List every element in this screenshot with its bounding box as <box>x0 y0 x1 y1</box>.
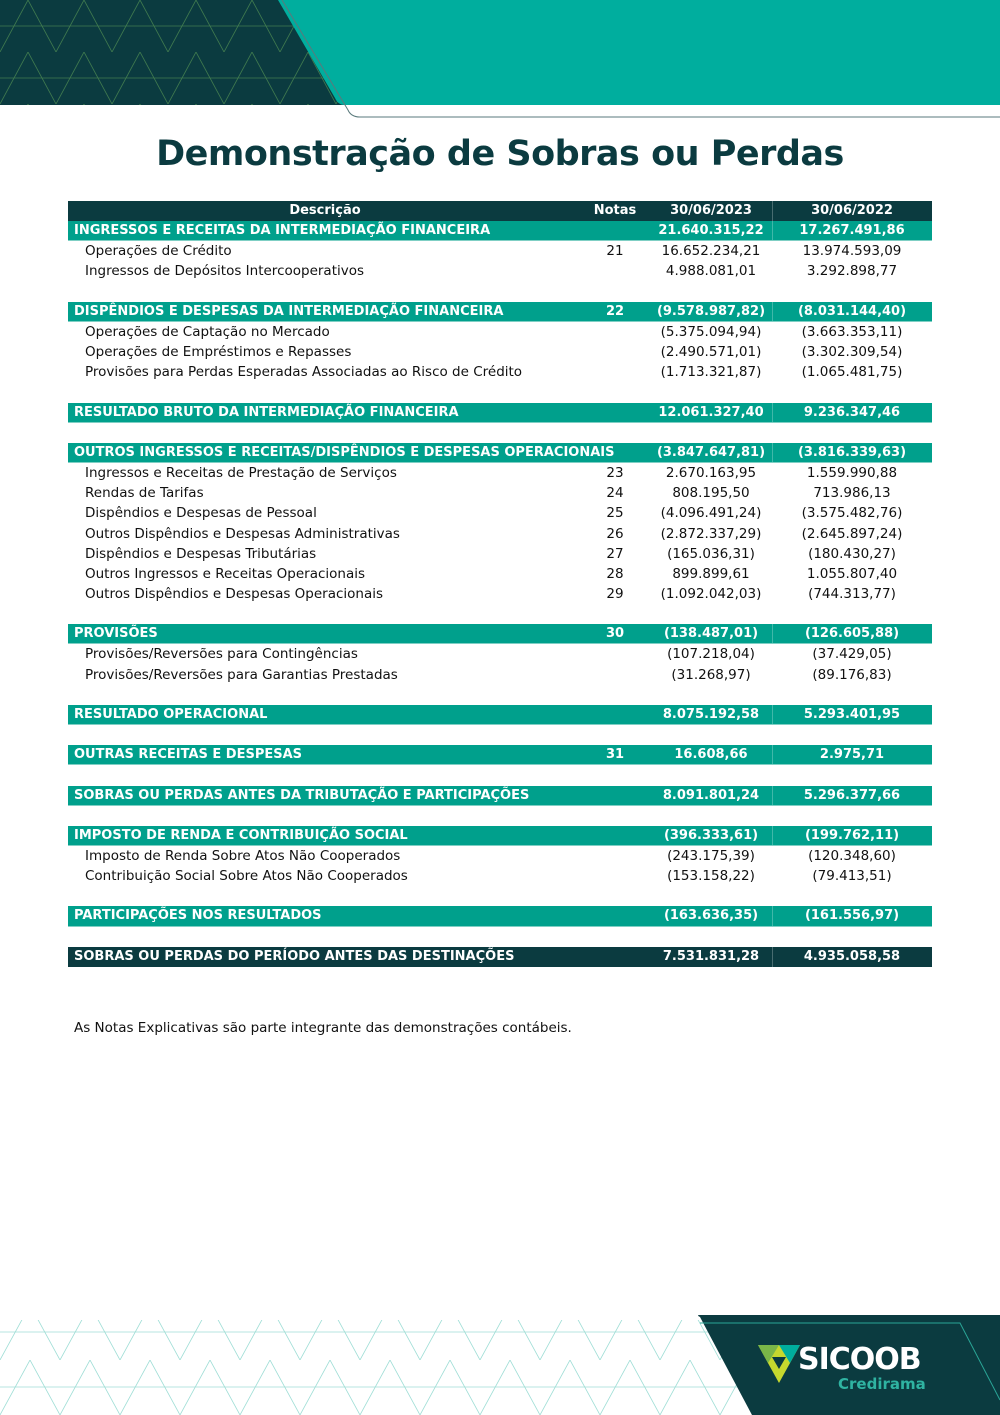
row-description: Provisões/Reversões para Contingências <box>85 646 358 663</box>
row-value-2023: 4.988.081,01 <box>665 263 757 280</box>
row-description: RESULTADO OPERACIONAL <box>74 706 268 722</box>
row-value-2022: (1.065.481,75) <box>801 364 903 381</box>
row-description: RESULTADO BRUTO DA INTERMEDIAÇÃO FINANCEIRA <box>74 404 459 420</box>
row-value-2023: 21.640.315,22 <box>658 223 764 239</box>
row-value-2023: (9.578.987,82) <box>656 303 766 319</box>
section-row <box>68 947 932 967</box>
row-value-2023: (1.713.321,87) <box>660 364 762 381</box>
row-notes: 22 <box>605 303 625 319</box>
row-value-2022: (161.556,97) <box>804 908 900 924</box>
table-row <box>68 463 932 483</box>
row-value-2023: (107.218,04) <box>667 646 755 663</box>
row-description: Outros Ingressos e Receitas Operacionais <box>85 565 366 582</box>
row-notes: 27 <box>606 545 624 562</box>
row-value-2022: 5.293.401,95 <box>803 706 901 722</box>
table-row <box>68 846 932 866</box>
page-title: Demonstração de Sobras ou Perdas <box>156 134 844 174</box>
spacer-row <box>68 282 932 302</box>
table-row <box>68 544 932 564</box>
row-value-2023: (3.847.647,81) <box>656 444 766 460</box>
table-row <box>68 866 932 886</box>
row-value-2022: 1.055.807,40 <box>806 565 898 582</box>
row-notes: 21 <box>606 243 624 260</box>
header-notas: Notas <box>593 203 637 218</box>
row-value-2022: 13.974.593,09 <box>802 243 902 260</box>
row-description: Outros Dispêndios e Despesas Operacionais <box>85 585 384 602</box>
row-value-2023: (4.096.491,24) <box>660 505 762 522</box>
row-value-2023: (5.375.094,94) <box>660 323 762 340</box>
row-value-2023: 12.061.327,40 <box>658 404 764 420</box>
row-notes: 25 <box>606 505 624 522</box>
section-row <box>68 443 932 463</box>
header-2023: 30/06/2023 <box>670 203 752 218</box>
row-notes: 24 <box>606 485 624 502</box>
row-value-2022: 1.559.990,88 <box>806 465 898 482</box>
section-row <box>68 906 932 926</box>
row-description: INGRESSOS E RECEITAS DA INTERMEDIAÇÃO FINANCEIRA <box>74 223 491 239</box>
row-value-2023: (2.872.337,29) <box>660 525 762 542</box>
table-row <box>68 584 932 604</box>
row-value-2022: (199.762,11) <box>804 827 900 843</box>
table-row <box>68 503 932 523</box>
table-row <box>68 483 932 503</box>
row-notes: 31 <box>605 747 625 763</box>
spacer-row <box>68 886 932 906</box>
section-row <box>68 221 932 241</box>
row-value-2023: (163.636,35) <box>663 908 759 924</box>
row-description: Contribuição Social Sobre Atos Não Cooperados <box>85 868 408 885</box>
row-description: OUTRAS RECEITAS E DESPESAS <box>74 747 303 763</box>
row-description: PROVISÕES <box>74 626 158 642</box>
row-value-2022: (120.348,60) <box>808 848 896 864</box>
row-notes: 26 <box>606 525 624 542</box>
row-description: Dispêndios e Despesas de Pessoal <box>85 505 317 522</box>
row-description: Outros Dispêndios e Despesas Administrativas <box>85 525 400 542</box>
row-value-2022: 4.935.058,58 <box>803 948 901 964</box>
row-description: SOBRAS OU PERDAS ANTES DA TRIBUTAÇÃO E PARTICIPAÇÕES <box>74 787 530 803</box>
row-value-2022: 17.267.491,86 <box>799 223 905 239</box>
row-value-2023: 808.195,50 <box>672 485 750 502</box>
row-value-2022: 713.986,13 <box>813 485 891 502</box>
row-value-2022: (3.302.309,54) <box>801 344 903 361</box>
row-value-2022: (8.031.144,40) <box>797 303 907 319</box>
spacer-row <box>68 927 932 947</box>
row-value-2023: 7.531.831,28 <box>662 948 760 964</box>
section-row <box>68 826 932 846</box>
row-value-2022: 2.975,71 <box>819 747 885 763</box>
row-value-2023: 8.075.192,58 <box>662 706 760 722</box>
row-value-2022: (2.645.897,24) <box>801 525 903 542</box>
row-description: Ingressos e Receitas de Prestação de Serviços <box>85 465 397 482</box>
row-description: OUTROS INGRESSOS E RECEITAS/DISPÊNDIOS E DESPESAS OPERACIONAIS <box>74 444 615 460</box>
section-row <box>68 786 932 806</box>
row-description: DISPÊNDIOS E DESPESAS DA INTERMEDIAÇÃO FINANCEIRA <box>74 303 504 319</box>
header-banner <box>0 0 1000 118</box>
spacer-row <box>68 604 932 624</box>
spacer-row <box>68 806 932 826</box>
table-row <box>68 241 932 261</box>
spacer-row <box>68 765 932 785</box>
section-row <box>68 705 932 725</box>
row-value-2022: (744.313,77) <box>808 585 896 602</box>
row-value-2023: (138.487,01) <box>663 626 759 642</box>
row-value-2022: (126.605,88) <box>804 626 900 642</box>
row-description: Operações de Crédito <box>85 243 232 260</box>
row-notes: 23 <box>606 465 624 482</box>
spacer-row <box>68 725 932 745</box>
header-2022: 30/06/2022 <box>811 203 893 218</box>
spacer-row <box>68 685 932 705</box>
row-value-2022: 3.292.898,77 <box>806 263 898 280</box>
footnote: As Notas Explicativas são parte integrante das demonstrações contábeis. <box>74 1020 572 1036</box>
row-value-2023: (1.092.042,03) <box>660 585 762 602</box>
table-row <box>68 665 932 685</box>
row-value-2023: 16.608,66 <box>674 747 748 763</box>
spacer-row <box>68 423 932 443</box>
row-value-2023: (165.036,31) <box>667 545 755 562</box>
logo-name: SICOOB <box>798 1342 921 1377</box>
row-value-2022: 5.296.377,66 <box>803 787 901 803</box>
row-value-2022: (180.430,27) <box>808 545 896 562</box>
row-value-2023: (2.490.571,01) <box>660 344 762 361</box>
table-row <box>68 322 932 342</box>
row-value-2022: (37.429,05) <box>812 646 892 663</box>
section-row <box>68 403 932 423</box>
row-value-2022: (3.663.353,11) <box>801 323 903 340</box>
table-row <box>68 644 932 664</box>
row-description: Rendas de Tarifas <box>85 485 204 502</box>
row-value-2023: (396.333,61) <box>663 827 759 843</box>
row-description: Dispêndios e Despesas Tributárias <box>85 545 317 562</box>
row-value-2022: (89.176,83) <box>812 666 892 683</box>
table-row <box>68 261 932 281</box>
row-description: IMPOSTO DE RENDA E CONTRIBUIÇÃO SOCIAL <box>74 827 408 843</box>
row-value-2023: (153.158,22) <box>667 868 755 885</box>
section-row <box>68 745 932 765</box>
row-value-2022: (3.816.339,63) <box>797 444 907 460</box>
income-statement-table <box>68 201 932 967</box>
row-value-2023: 2.670.163,95 <box>665 465 757 482</box>
row-description: Provisões/Reversões para Garantias Prestadas <box>85 666 398 683</box>
header-descricao: Descrição <box>289 203 361 218</box>
table-row <box>68 564 932 584</box>
row-description: Imposto de Renda Sobre Atos Não Cooperados <box>85 848 401 864</box>
spacer-row <box>68 382 932 402</box>
table-row <box>68 362 932 382</box>
row-value-2022: (3.575.482,76) <box>801 505 903 522</box>
table-row <box>68 524 932 544</box>
row-notes: 28 <box>606 565 624 582</box>
row-value-2022: (79.413,51) <box>812 868 892 885</box>
table-header <box>68 201 932 221</box>
row-description: Operações de Captação no Mercado <box>85 323 330 340</box>
row-value-2023: 8.091.801,24 <box>662 787 760 803</box>
row-value-2023: (31.268,97) <box>671 666 751 683</box>
row-notes: 30 <box>605 626 625 642</box>
row-value-2023: 16.652.234,21 <box>661 243 761 260</box>
row-value-2022: 9.236.347,46 <box>803 404 901 420</box>
logo-subtitle: Credirama <box>838 1375 926 1393</box>
row-value-2023: (243.175,39) <box>667 848 755 864</box>
row-description: Operações de Empréstimos e Repasses <box>85 344 352 361</box>
row-description: Provisões para Perdas Esperadas Associadas ao Risco de Crédito <box>85 364 523 381</box>
table-row <box>68 342 932 362</box>
row-value-2023: 899.899,61 <box>672 565 750 582</box>
section-row <box>68 624 932 644</box>
row-description: SOBRAS OU PERDAS DO PERÍODO ANTES DAS DESTINAÇÕES <box>74 948 515 964</box>
row-description: Ingressos de Depósitos Intercooperativos <box>85 263 365 280</box>
section-row <box>68 302 932 322</box>
row-description: PARTICIPAÇÕES NOS RESULTADOS <box>74 908 322 924</box>
row-notes: 29 <box>606 585 624 602</box>
